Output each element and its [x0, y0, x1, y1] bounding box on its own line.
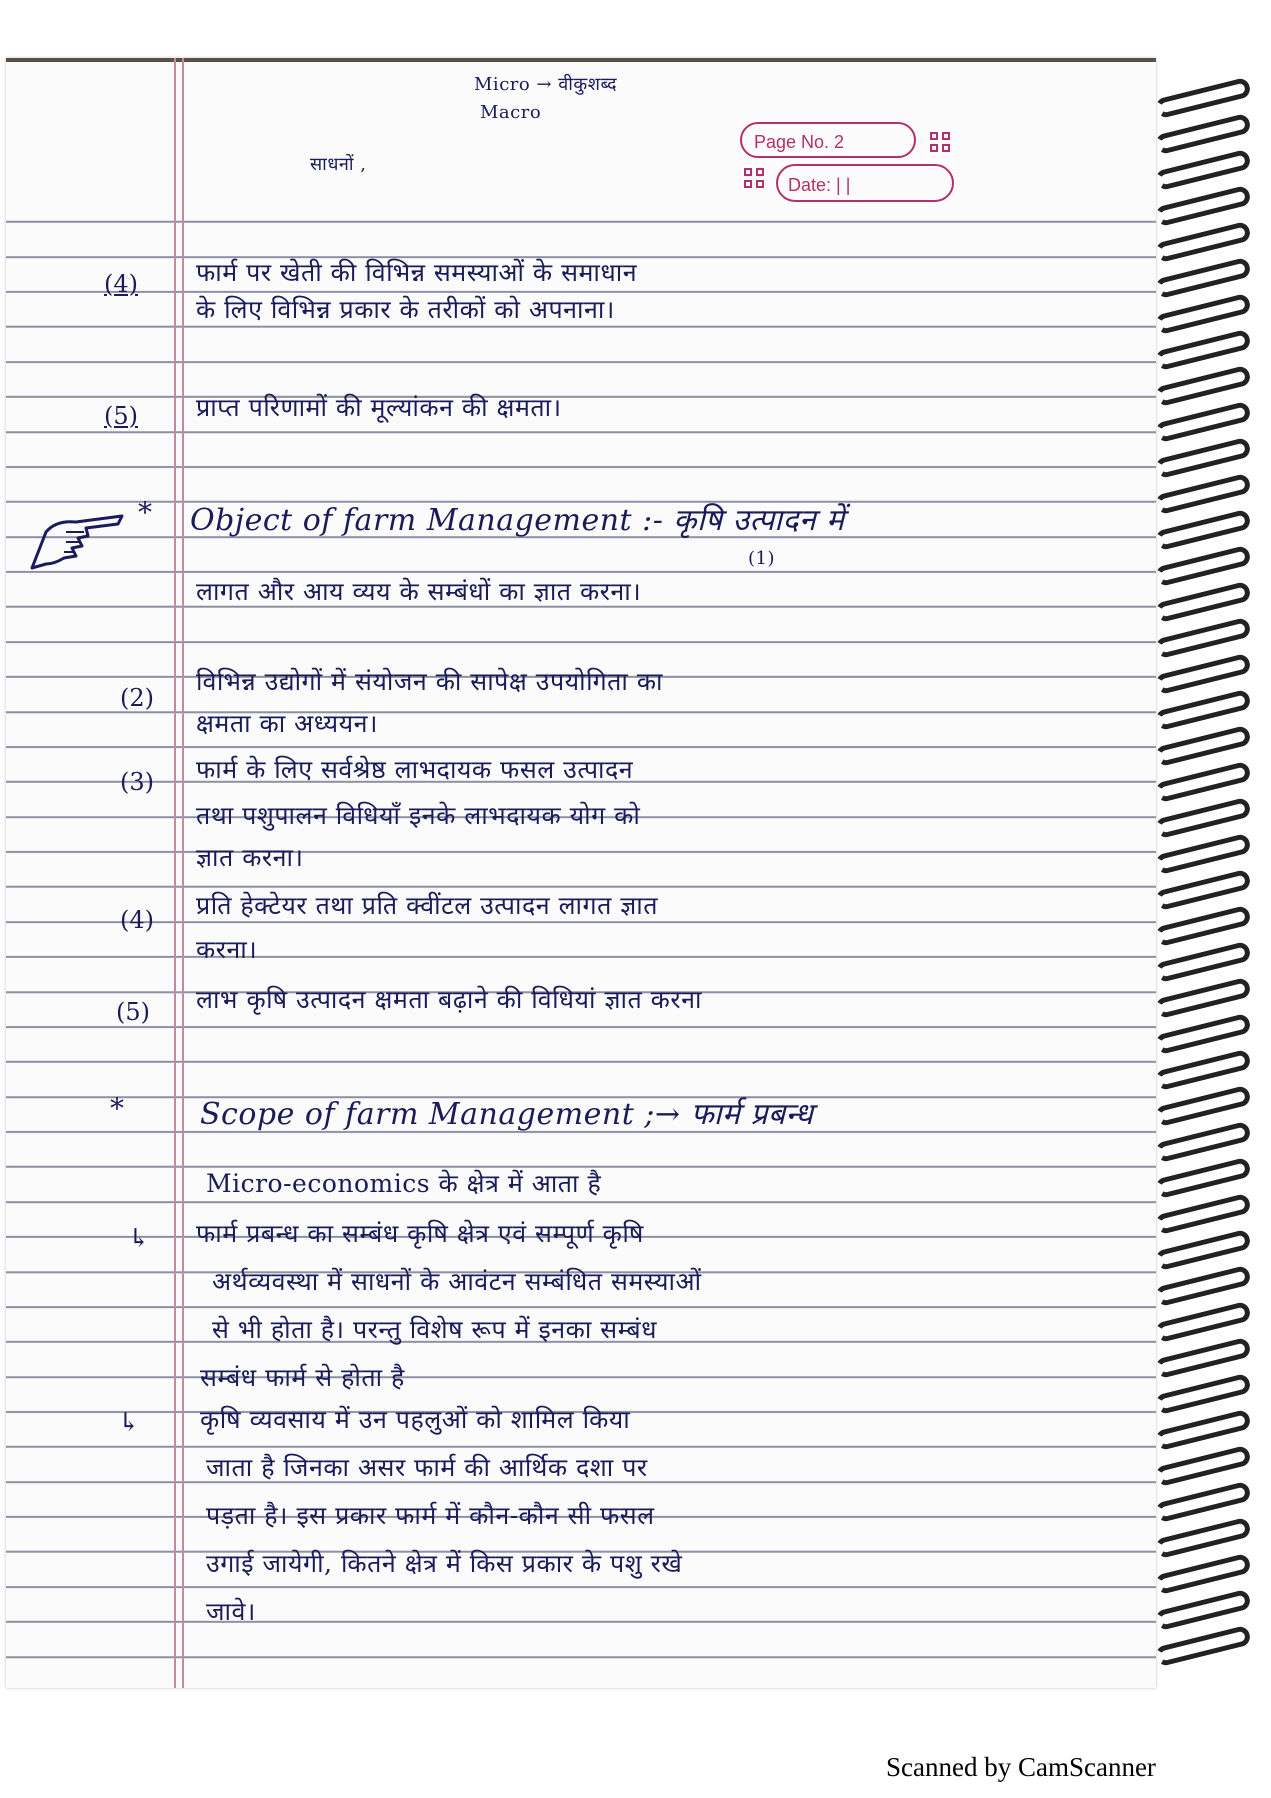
spiral-coil [1154, 797, 1252, 840]
note-line: प्राप्त परिणामों की मूल्यांकन की क्षमता। [196, 393, 562, 422]
spiral-coil [1154, 149, 1252, 192]
note-line: सम्बंध फार्म से होता है [200, 1363, 405, 1392]
section-heading-scope: Scope of farm Management ;→ फार्म प्रबन्ध [200, 1097, 814, 1132]
note-line: प्रति हेक्टेयर तथा प्रति क्वींटल उत्पादन लागत ज्ञात [196, 891, 659, 920]
page-top-edge [6, 58, 1156, 62]
spiral-coil [1154, 1121, 1252, 1164]
spiral-coil [1154, 329, 1252, 372]
note-line: ज्ञात करना। [196, 843, 304, 872]
note-line: लागत और आय व्यय के सम्बंधों का ज्ञात करना। [196, 577, 642, 606]
line-number: (5) [104, 402, 138, 430]
spiral-coil [1154, 1481, 1252, 1524]
spiral-coil [1154, 581, 1252, 624]
note-line: से भी होता है। परन्तु विशेष रूप में इनका सम्बंध [212, 1315, 657, 1344]
margin-line [174, 58, 176, 1688]
spiral-coil [1154, 1301, 1252, 1344]
spiral-coil [1154, 257, 1252, 300]
line-number: (5) [116, 998, 150, 1026]
spiral-coil [1154, 869, 1252, 912]
note-line: जाता है जिनका असर फार्म की आर्थिक दशा पर [206, 1453, 648, 1482]
date-box: Date: | | [776, 164, 954, 202]
spiral-coil [1154, 977, 1252, 1020]
top-note-line2: Macro [480, 102, 542, 123]
spiral-coil [1154, 1589, 1252, 1632]
spiral-coil [1154, 1445, 1252, 1488]
top-note-line1: Micro → वीकुशब्द [474, 74, 618, 95]
note-line: फार्म प्रबन्ध का सम्बंध कृषि क्षेत्र एवं सम्पूर्ण कृषि [196, 1219, 644, 1248]
note-line: कृषि व्यवसाय में उन पहलुओं को शामिल किया [200, 1405, 631, 1434]
spiral-coil [1154, 1085, 1252, 1128]
spiral-coil [1154, 1409, 1252, 1452]
note-line: लाभ कृषि उत्पादन क्षमता बढ़ाने की विधियां ज्ञात करना [196, 985, 702, 1014]
spiral-coil [1154, 1157, 1252, 1200]
spiral-coil [1154, 293, 1252, 336]
spiral-coil [1154, 1193, 1252, 1236]
spiral-coil [1154, 1625, 1252, 1668]
pointing-hand-icon [26, 502, 126, 574]
annotation-number: (1) [748, 548, 775, 569]
grid-logo-icon [930, 132, 952, 154]
spiral-coil [1154, 77, 1252, 120]
margin-line [182, 58, 184, 1688]
note-line: अर्थव्यवस्था में साधनों के आवंटन सम्बंधित समस्याओं [212, 1267, 702, 1296]
arrow-bullet-icon: ↳ [118, 1408, 140, 1438]
spiral-coil [1154, 185, 1252, 228]
note-line: करना। [196, 935, 258, 964]
note-line: उगाई जायेगी, कितने क्षेत्र में किस प्रकार के पशु रखे [206, 1549, 683, 1578]
spiral-coil [1154, 1337, 1252, 1380]
line-number: (2) [120, 684, 154, 712]
note-line: Micro-economics के क्षेत्र में आता है [206, 1169, 602, 1198]
scanner-watermark: Scanned by CamScanner [886, 1752, 1156, 1782]
spiral-coil [1154, 761, 1252, 804]
spiral-coil [1154, 1013, 1252, 1056]
spiral-coil [1154, 689, 1252, 732]
side-note: साधनों , [310, 154, 367, 175]
spiral-coil [1154, 1553, 1252, 1596]
spiral-coil [1154, 941, 1252, 984]
note-line: के लिए विभिन्न प्रकार के तरीकों को अपनाना। [196, 295, 615, 324]
spiral-coil [1154, 473, 1252, 516]
spiral-coil [1154, 1049, 1252, 1092]
bullet-star: * [138, 496, 152, 529]
line-number: (4) [104, 270, 138, 298]
spiral-coil [1154, 509, 1252, 552]
note-line: फार्म के लिए सर्वश्रेष्ठ लाभदायक फसल उत्पादन [196, 755, 634, 784]
note-line: जावे। [206, 1597, 256, 1626]
note-line: क्षमता का अध्ययन। [196, 709, 379, 738]
spiral-coil [1154, 725, 1252, 768]
line-number: (4) [120, 906, 154, 934]
spiral-coil [1154, 1265, 1252, 1308]
spiral-coil [1154, 113, 1252, 156]
note-line: तथा पशुपालन विधियाँ इनके लाभदायक योग को [196, 801, 641, 830]
grid-logo-icon [744, 168, 766, 190]
note-line: फार्म पर खेती की विभिन्न समस्याओं के समाधान [196, 258, 638, 287]
spiral-coil [1154, 545, 1252, 588]
spiral-binding [1141, 58, 1271, 1688]
note-line: विभिन्न उद्योगों में संयोजन की सापेक्ष उपयोगिता का [196, 667, 664, 696]
bullet-star: * [110, 1092, 124, 1125]
spiral-coil [1154, 1373, 1252, 1416]
spiral-coil [1154, 365, 1252, 408]
section-heading-object: Object of farm Management :- कृषि उत्पादन में [190, 503, 845, 538]
line-number: (3) [120, 768, 154, 796]
spiral-coil [1154, 905, 1252, 948]
note-line: पड़ता है। इस प्रकार फार्म में कौन-कौन सी फसल [206, 1501, 655, 1530]
spiral-coil [1154, 617, 1252, 660]
spiral-coil [1154, 437, 1252, 480]
spiral-coil [1154, 401, 1252, 444]
spiral-coil [1154, 221, 1252, 264]
spiral-coil [1154, 653, 1252, 696]
spiral-coil [1154, 833, 1252, 876]
spiral-coil [1154, 1229, 1252, 1272]
arrow-bullet-icon: ↳ [128, 1224, 150, 1254]
page-number-box: Page No. 2 [740, 122, 916, 158]
spiral-coil [1154, 1517, 1252, 1560]
